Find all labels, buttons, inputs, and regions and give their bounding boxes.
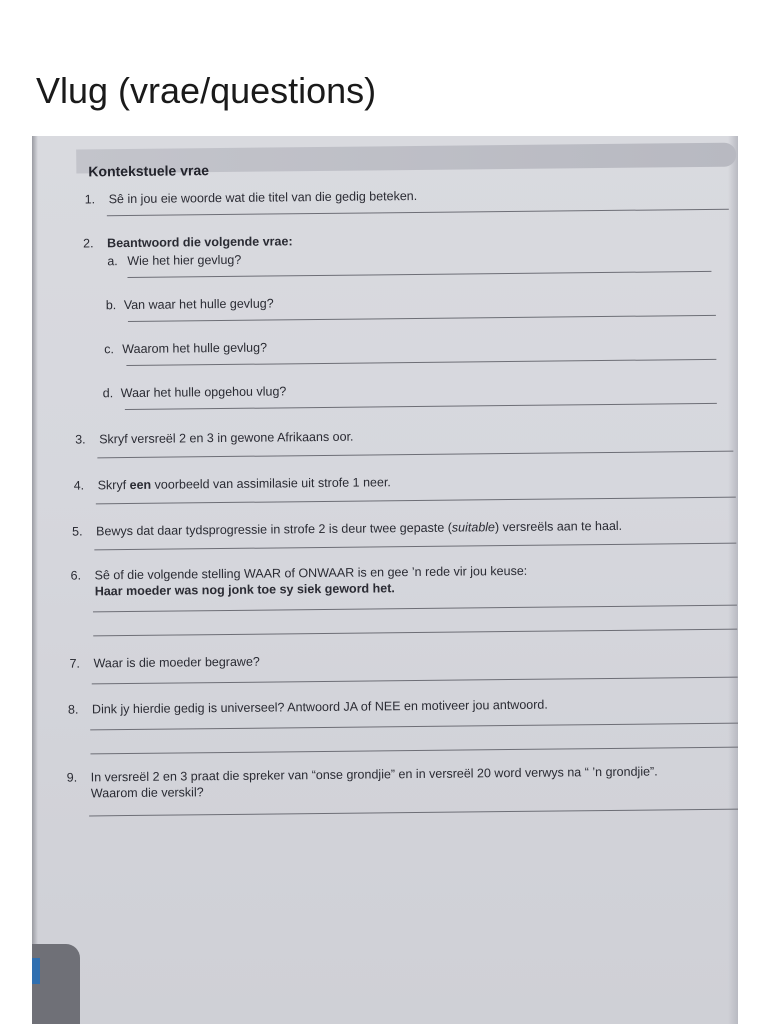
answer-line[interactable] xyxy=(97,451,733,459)
question-number: 7. xyxy=(69,656,81,671)
question-text: Dink jy hierdie gedig is universeel? Antwoord JA of NEE en motiveer jou antwoord. xyxy=(91,697,548,717)
answer-line[interactable] xyxy=(94,543,736,551)
section-title: Kontekstuele vrae xyxy=(88,162,210,180)
answer-line[interactable] xyxy=(93,629,737,637)
question-text: Waar is die moeder begrawe? xyxy=(93,654,260,671)
question-number: 3. xyxy=(75,432,86,447)
answer-line[interactable] xyxy=(126,359,716,366)
question-statement: Haar moeder was nog jonk toe sy siek geword het. xyxy=(94,581,395,599)
question-text: In versreël 2 en 3 praat die spreker van “onse grondjie” en in versreël 20 word verwys na “ ’n grondjie”. xyxy=(90,764,658,785)
answer-line[interactable] xyxy=(89,809,738,817)
answer-line[interactable] xyxy=(107,209,729,217)
question-number: 6. xyxy=(70,568,82,583)
question-text: Beantwoord die volgende vrae: xyxy=(107,234,293,251)
question-text: Skryf versreël 2 en 3 in gewone Afrikaans oor. xyxy=(99,429,354,447)
question-text: Skryf een voorbeeld van assimilasie uit strofe 1 neer. xyxy=(97,475,391,493)
question-text: Sê of die volgende stelling WAAR of ONWAAR is en gee ’n rede vir jou keuse: xyxy=(94,563,528,583)
question-number: 4. xyxy=(73,478,85,493)
sub-text: Waarom het hulle gevlug? xyxy=(122,340,268,357)
sub-text: Van waar het hulle gevlug? xyxy=(123,296,274,313)
sub-number: d. xyxy=(102,386,114,401)
sub-number: b. xyxy=(105,298,117,313)
question-number: 1. xyxy=(84,192,96,207)
question-number: 5. xyxy=(72,524,83,539)
question-text: Bewys dat daar tydsprogressie in strofe 2 is deur twee gepaste (suitable) versreëls aan te haal. xyxy=(96,518,623,539)
question-text-continued: Waarom die verskil? xyxy=(90,785,204,801)
post-title: Vlug (vrae/questions) xyxy=(36,70,377,111)
sub-text: Waar het hulle opgehou vlug? xyxy=(120,384,287,401)
sub-number: a. xyxy=(107,254,118,269)
answer-line[interactable] xyxy=(128,315,716,322)
question-number: 8. xyxy=(67,702,79,717)
sub-number: c. xyxy=(104,342,115,357)
worksheet-photo xyxy=(32,136,738,1024)
answer-line[interactable] xyxy=(96,497,736,505)
corner-tab xyxy=(32,944,80,1024)
answer-line[interactable] xyxy=(127,271,711,278)
answer-line[interactable] xyxy=(90,747,738,755)
answer-line[interactable] xyxy=(90,723,738,731)
answer-line[interactable] xyxy=(93,605,737,613)
answer-line[interactable] xyxy=(125,403,717,410)
question-text: Sê in jou eie woorde wat die titel van die gedig beteken. xyxy=(108,188,418,207)
worksheet-page xyxy=(32,136,738,1024)
question-number: 2. xyxy=(83,236,94,251)
sub-text: Wie het hier gevlug? xyxy=(127,252,242,269)
corner-tab-accent xyxy=(32,958,40,984)
question-number: 9. xyxy=(66,770,78,785)
answer-line[interactable] xyxy=(92,677,738,685)
